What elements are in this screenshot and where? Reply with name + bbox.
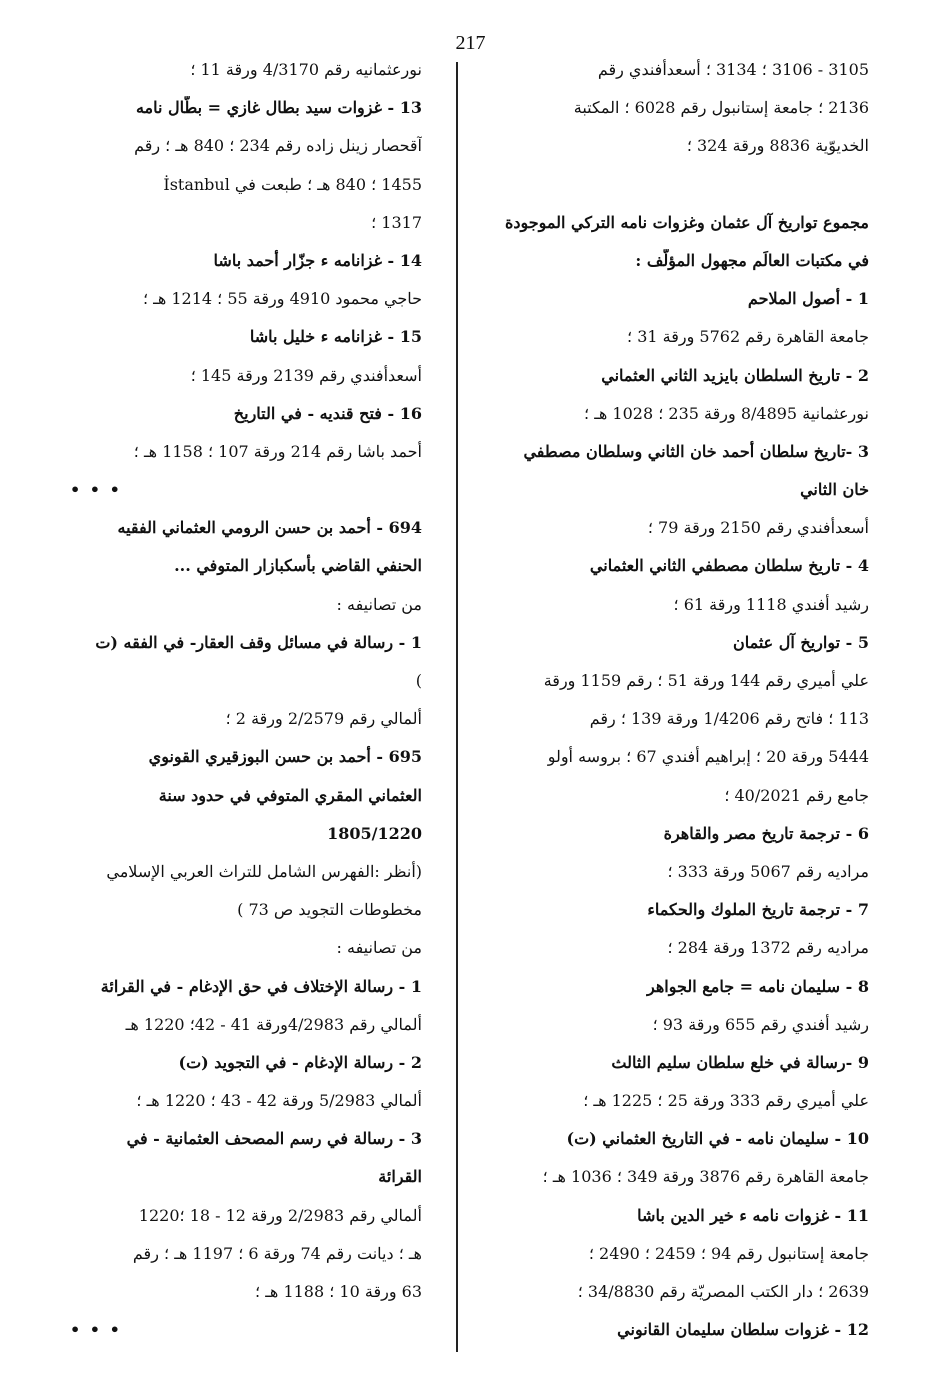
text-line: جامعة إستانبول رقم 94 ؛ 2459 ؛ 2490 ؛: [588, 1243, 869, 1263]
text-line: 63 ورقة 10 ؛ 1188 هـ ؛: [255, 1282, 422, 1301]
left-column: [70, 58, 422, 1356]
text-line: ألمالي رقم 2/2983 ورقة 12 - 18 ؛1220: [138, 1205, 422, 1225]
text-line: أسعدأفندي رقم 2139 ورقة 145 ؛: [190, 365, 422, 385]
entry-heading: 12 - غزوات سلطان سليمان القانوني: [617, 1320, 869, 1340]
text-line: 2136 ؛ جامعة إستانبول رقم 6028 ؛ المكتبة: [573, 98, 869, 118]
text-line: مراديه رقم 1372 ورقة 284 ؛: [667, 938, 869, 958]
entry-heading: 2 - تاريخ السلطان بايزيد الثاني العثماني: [601, 365, 869, 385]
text-line: 1317 ؛: [371, 212, 422, 232]
entry-heading: 1 - رسالة في مسائل وقف العقار- في الفقه (ت: [95, 632, 422, 652]
text-line: من تصانيفه :: [336, 938, 422, 958]
entry-heading: 2 - رسالة الإدغام - في التجويد (ت): [178, 1052, 422, 1072]
text-line: جامعة القاهرة رقم 3876 ورقة 349 ؛ 1036 هـ ؛: [542, 1167, 869, 1187]
entry-heading: 15 - غزانامه ء خليل باشا: [249, 327, 422, 347]
entry-heading: مجموع تواريخ آل عثمان وغزوات نامه التركي الموجودة: [504, 212, 869, 232]
text-line: ألمالي 5/2983 ورقة 42 - 43 ؛ 1220 هـ ؛: [136, 1091, 422, 1111]
text-line: (أنظر :الفهرس الشامل للتراث العربي الإسلامي: [106, 861, 422, 881]
text-line: 5444 ورقة 20 ؛ إبراهيم أفندي 67 ؛ بروسه أولو: [547, 747, 869, 767]
right-column: [485, 58, 869, 1356]
text-line: ): [415, 671, 422, 690]
entry-heading: 1805/1220: [327, 823, 422, 843]
text-line: 2639 ؛ دار الكتب المصريّة رقم 34/8830 ؛: [577, 1282, 869, 1301]
entry-heading: 1 - رسالة الإختلاف في حق الإدغام - في القرائة: [100, 976, 422, 996]
text-line: علي أميري رقم 333 ورقة 25 ؛ 1225 هـ ؛: [583, 1091, 869, 1111]
entry-heading: 16 - فتح قنديه - في التاريخ: [233, 403, 422, 423]
text-line: مخطوطات التجويد ص 73 ): [237, 900, 422, 920]
text-line: نورعثمانية 8/4895 ورقة 235 ؛ 1028 هـ ؛: [584, 403, 869, 423]
entry-heading: 1 - أصول الملاحم: [747, 289, 869, 309]
entry-heading: 11 - غزوات نامه ء خير الدين باشا: [637, 1205, 869, 1225]
text-line: أحمد باشا رقم 214 ورقة 107 ؛ 1158 هـ ؛: [133, 441, 422, 461]
entry-heading: 6 - ترجمة تاريخ مصر والقاهرة: [663, 823, 869, 843]
text-line: أسعدأفندي رقم 2150 ورقة 79 ؛: [647, 518, 869, 538]
text-line: رشيد أفندي 1118 ورقة 61 ؛: [673, 594, 869, 614]
text-line: آقحصار زينل زاده رقم 234 ؛ 840 هـ ؛ رقم: [134, 136, 422, 156]
text-line: رشيد أفندي رقم 655 ورقة 93 ؛: [652, 1014, 869, 1034]
entry-heading: العثماني المقري المتوفي في حدود سنة: [158, 785, 422, 805]
entry-heading: 13 - غزوات سيد بطال غازي = بطّال نامه: [135, 98, 422, 118]
entry-heading: 5 - تواريخ آل عثمان: [732, 632, 869, 652]
entry-heading: 3 - رسالة في رسم المصحف العثمانية - في: [126, 1129, 422, 1149]
text-line: 3105 - 3106 ؛ 3134 ؛ أسعدأفندي رقم: [597, 60, 869, 79]
text-line: هـ ؛ ديانت رقم 74 ورقة 6 ؛ 1197 هـ ؛ رقم: [132, 1243, 422, 1263]
entry-heading: 4 - تاريخ سلطان مصطفي الثاني العثماني: [589, 556, 869, 576]
text-line: جامعة القاهرة رقم 5762 ورقة 31 ؛: [627, 327, 869, 347]
text-line: ألمالي رقم 4/2983ورقة 41 - 42؛ 1220 هـ: [125, 1014, 422, 1034]
entry-heading: 3 -تاريخ سلطان أحمد خان الثاني وسلطان مصطفي: [523, 441, 869, 461]
entry-heading: خان الثاني: [800, 480, 869, 500]
page-number: 217: [455, 32, 486, 54]
text-line: 113 ؛ فاتح رقم 1/4206 ورقة 139 ؛ رقم: [589, 709, 869, 729]
entry-heading: في مكتبات العالَم مجهول المؤلّف :: [635, 250, 869, 270]
entry-heading: القرائة: [378, 1167, 422, 1187]
text-line: 1455 ؛ 840 هـ ؛ طبعت في İstanbul: [163, 174, 422, 194]
entry-heading: 7 - ترجمة تاريخ الملوك والحكماء: [647, 900, 869, 920]
text-line: من تصانيفه :: [336, 594, 422, 614]
column-divider: [456, 62, 458, 1352]
entry-heading: الحنفي القاضي بأسكبازار المتوفي ...: [174, 556, 422, 576]
text-line: جامع رقم 40/2021 ؛: [724, 785, 869, 805]
text-line: [485, 173, 869, 197]
entry-heading: 695 - أحمد بن حسن البوزقيري القونوي: [148, 747, 422, 767]
entry-heading: 8 - سليمان نامه = جامع الجواهر: [647, 976, 869, 996]
text-line: حاجي محمود 4910 ورقة 55 ؛ 1214 هـ ؛: [142, 289, 422, 309]
entry-heading: 10 - سليمان نامه - في التاريخ العثماني (ت): [566, 1129, 869, 1149]
entry-heading: • • •: [70, 480, 122, 500]
entry-heading: 694 - أحمد بن حسن الرومي العثماني الفقيه: [117, 518, 422, 538]
text-line: ألمالي رقم 2/2579 ورقة 2 ؛: [225, 709, 422, 729]
text-line: مراديه رقم 5067 ورقة 333 ؛: [667, 861, 869, 881]
text-line: علي أميري رقم 144 ورقة 51 ؛ رقم 1159 ورقة: [543, 671, 869, 690]
text-line: نورعثمانيه رقم 4/3170 ورقة 11 ؛: [190, 60, 422, 79]
entry-heading: 14 - غزانامه ء جزّار أحمد باشا: [213, 250, 422, 270]
entry-heading: • • •: [70, 1320, 122, 1340]
text-line: الخديوّية 8836 ورقة 324 ؛: [686, 136, 869, 156]
entry-heading: 9 -رسالة في خلع سلطان سليم الثالث: [611, 1052, 869, 1072]
